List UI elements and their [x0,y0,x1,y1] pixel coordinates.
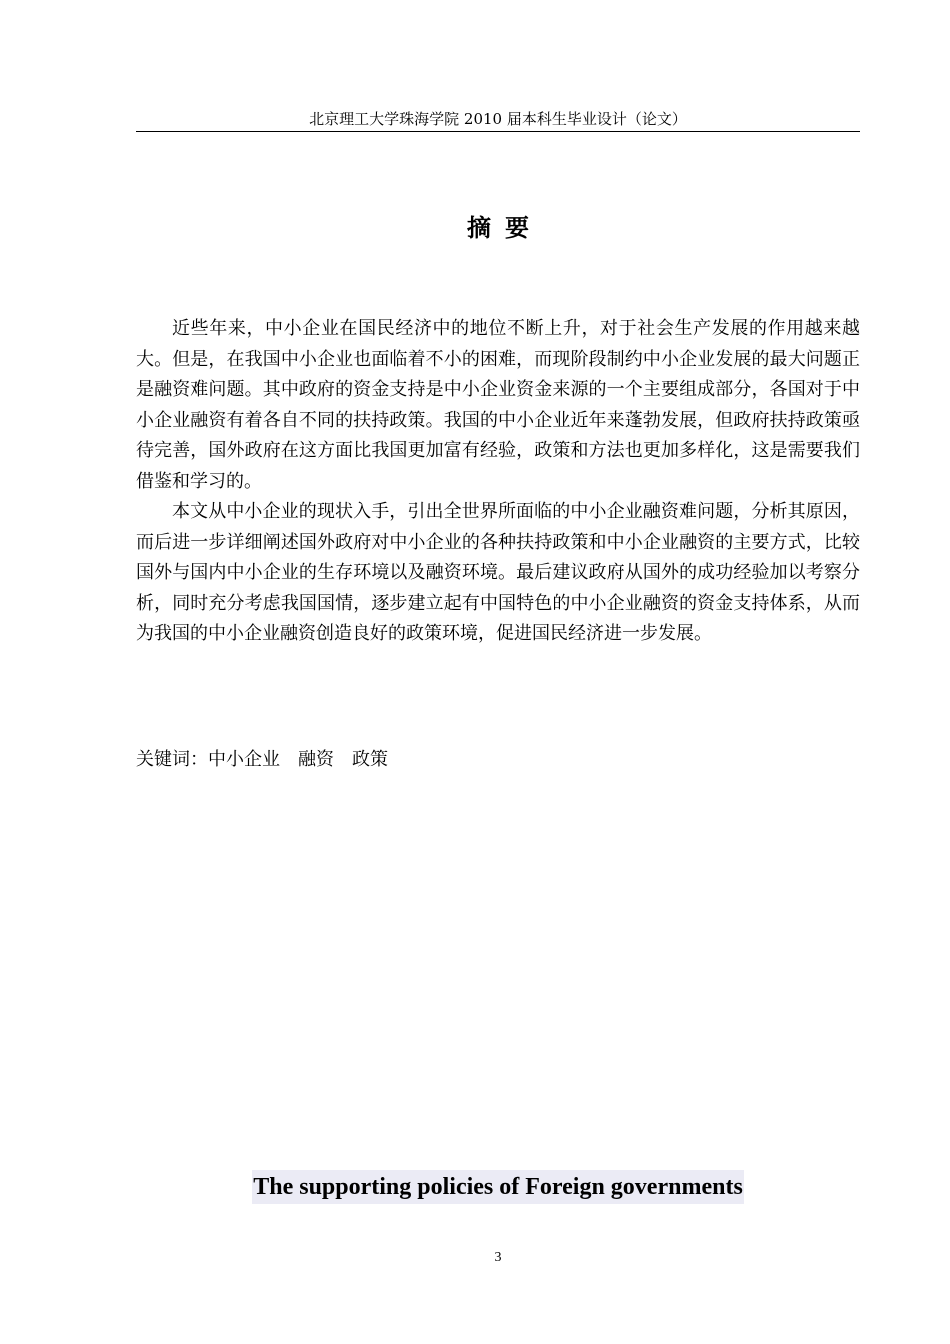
keywords-list: 中小企业 融资 政策 [208,749,388,770]
abstract-title: 摘要 [467,214,543,242]
abstract-body [136,314,860,650]
page-header: 北京理工大学珠海学院 2010 届本科生毕业设计（论文） [309,110,687,128]
abstract-paragraph-2: 本文从中小企业的现状入手，引出全世界所面临的中小企业融资难问题，分析其原因，而后进一步详细阐述国外政府对中小企业的各种扶持政策和中小企业融资的主要方式，比较国外与国内中小企业的生存环境以及融资环境。最后建议政府从国外的成功经验加以考察分析，同时充分考虑我国国情，逐步建立起有中国特色的中小企业融资的资金支持体系，从而为我国的中小企业融资创造良好的政策环境，促进国民经济进一步发展。 [136,501,860,644]
english-title [136,1170,860,1204]
page-number: 3 [494,1250,502,1265]
header-divider [136,131,860,132]
keywords-label: 关键词： [136,749,208,770]
abstract-paragraph-1: 近些年来，中小企业在国民经济中的地位不断上升，对于社会生产发展的作用越来越大。但是，在我国中小企业也面临着不小的困难，而现阶段制约中小企业发展的最大问题正是融资难问题。其中政府的资金支持是中小企业资金来源的一个主要组成部分，各国对于中小企业融资有着各自不同的扶持政策。我国的中小企业近年来蓬勃发展，但政府扶持政策亟待完善，国外政府在这方面比我国更加富有经验，政策和方法也更加多样化，这是需要我们借鉴和学习的。 [136,318,860,492]
english-title-text: The supporting policies of Foreign governments [252,1170,744,1204]
keywords-line [136,745,860,775]
